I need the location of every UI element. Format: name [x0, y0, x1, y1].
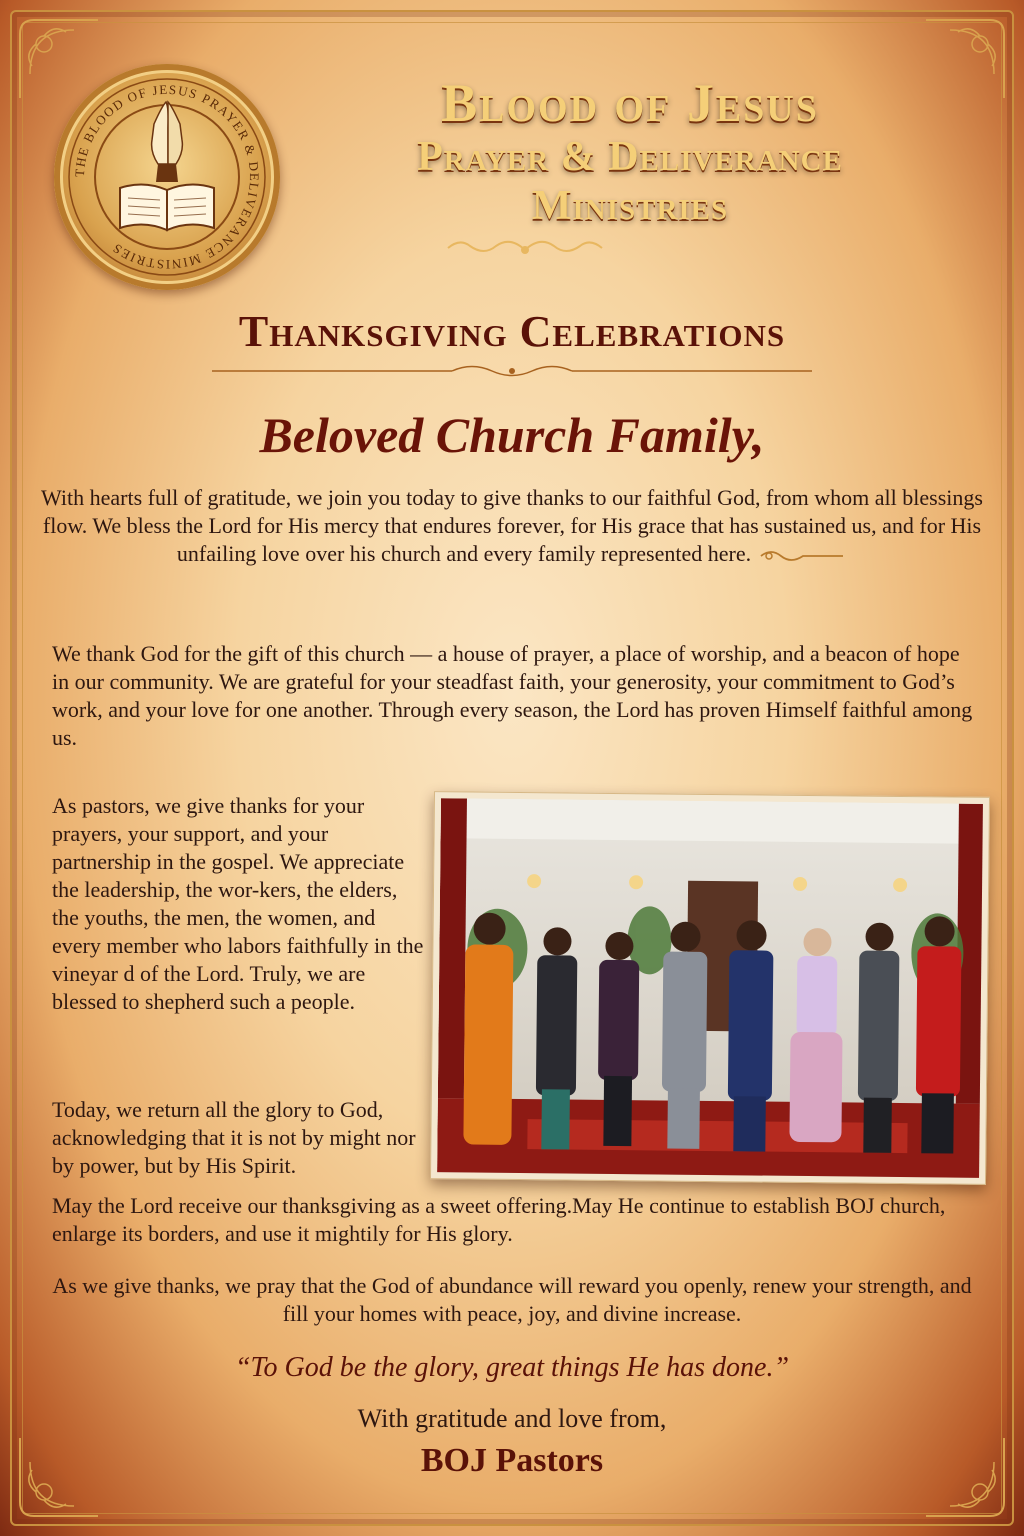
- group-photo: [437, 798, 983, 1178]
- open-bible-icon: [120, 184, 214, 230]
- praying-hands-icon: [152, 102, 183, 182]
- signature: BOJ Pastors: [420, 1442, 604, 1479]
- paragraph-blessing: As we give thanks, we pray that the God of abundance will reward you openly, renew your strength, and fill your homes with peace, joy, and divine increase.: [52, 1273, 972, 1326]
- closing-line: With gratitude and love from,: [357, 1404, 667, 1433]
- closing-quote: “To God be the glory, great things He has done.”: [234, 1352, 790, 1383]
- section-title: Thanksgiving Celebrations: [238, 307, 786, 356]
- paragraph-sweet-offering: May the Lord receive our thanksgiving as a sweet offering.May He continue to establish BOJ church, enlarge its borders, and use it mightily for His glory.: [52, 1193, 946, 1246]
- ministry-title: [280, 74, 980, 230]
- group-photo-frame: [430, 791, 990, 1185]
- section-divider: [212, 362, 812, 380]
- title-line-2: Prayer & Deliverance: [417, 134, 843, 180]
- paragraph-glory-to-god: Today, we return all the glory to God, acknowledging that it is not by might nor by power, but by His Spirit.: [52, 1097, 416, 1178]
- title-line-1: Blood of Jesus: [441, 73, 819, 133]
- salutation: Beloved Church Family,: [259, 407, 765, 463]
- paragraph-gratitude: With hearts full of gratitude, we join you today to give thanks to our faithful God, from whom all blessings flow. We bless the Lord for His mercy that endures forever, for His grace that has sustained us, and for His unfailing love over his church and every family represented here.: [41, 485, 983, 566]
- paragraph-pastors-thanks: As pastors, we give thanks for your prayers, your support, and your partnership in the gospel. We appreciate the leadership, the wor-kers, the elders, the youths, the men, the women, and every member who labors faithfully in the vineyar d of the Lord. Truly, we are blessed to shepherd such a people.: [52, 793, 424, 1014]
- scroll-flourish-icon: [757, 546, 847, 566]
- scroll-flourish-icon: [440, 232, 610, 268]
- paragraph-church-gift: We thank God for the gift of this church — a house of prayer, a place of worship, and a beacon of hope in our community. We are grateful for your steadfast faith, your generosity, your commitment to God’s work, and your love for one another. Through every season, the Lord has proven Himself faithful among us.: [52, 641, 973, 750]
- ministry-seal-logo: [54, 64, 280, 290]
- seal-text: THE BLOOD OF JESUS PRAYER & DELIVERANCE MINISTRIES: [71, 81, 263, 273]
- title-line-3: Ministries: [531, 183, 729, 229]
